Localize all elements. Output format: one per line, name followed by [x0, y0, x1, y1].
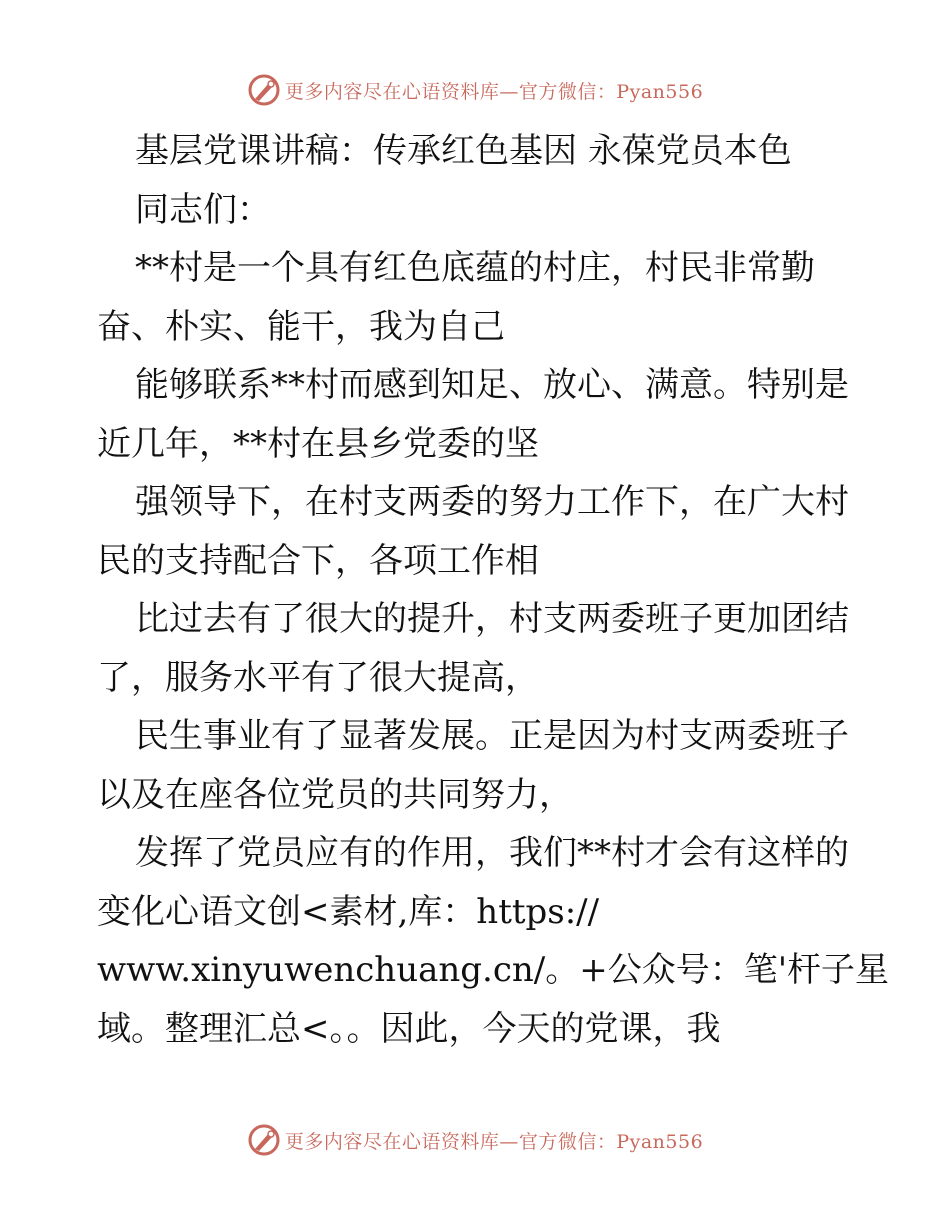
document-title: 基层党课讲稿：传承红色基因 永葆党员本色 — [135, 131, 792, 171]
paragraph-line: 变化心语文创<素材,库：https:// — [97, 891, 600, 932]
salutation: 同志们： — [135, 189, 271, 230]
watermark-text: 更多内容尽在心语资料库—官方微信：Pyan556 — [284, 80, 704, 103]
document-body — [97, 122, 890, 1058]
paragraph-line: 民的支持配合下，各项工作相 — [97, 540, 539, 581]
paragraph-line: **村是一个具有红色底蕴的村庄，村民非常勤 — [135, 248, 815, 288]
paragraph-line: 了，服务水平有了很大提高， — [97, 657, 539, 698]
paragraph-line: 强领导下，在村支两委的努力工作下，在广大村 — [135, 482, 849, 522]
paragraph-line: 能够联系**村而感到知足、放心、满意。特别是 — [135, 365, 849, 405]
watermark-text: 更多内容尽在心语资料库—官方微信：Pyan556 — [284, 1130, 704, 1153]
paragraph-line: 域。整理汇总<。。因此，今天的党课，我 — [97, 1008, 721, 1049]
paragraph-line: 近几年，**村在县乡党委的坚 — [97, 423, 539, 464]
watermark-header — [0, 70, 950, 110]
paragraph-line: www.xinyuwenchuang.cn/。+公众号：笔'杆子星 — [97, 950, 890, 990]
paragraph-line: 奋、朴实、能干，我为自己 — [97, 306, 505, 347]
watermark-footer — [0, 1120, 950, 1160]
pen-logo-icon — [247, 1123, 281, 1157]
paragraph-line: 比过去有了很大的提升，村支两委班子更加团结 — [135, 599, 849, 639]
pen-logo-icon — [247, 73, 281, 107]
paragraph-line: 民生事业有了显著发展。正是因为村支两委班子 — [135, 716, 849, 756]
paragraph-line: 以及在座各位党员的共同努力， — [97, 774, 573, 815]
paragraph-line: 发挥了党员应有的作用，我们**村才会有这样的 — [135, 833, 849, 873]
